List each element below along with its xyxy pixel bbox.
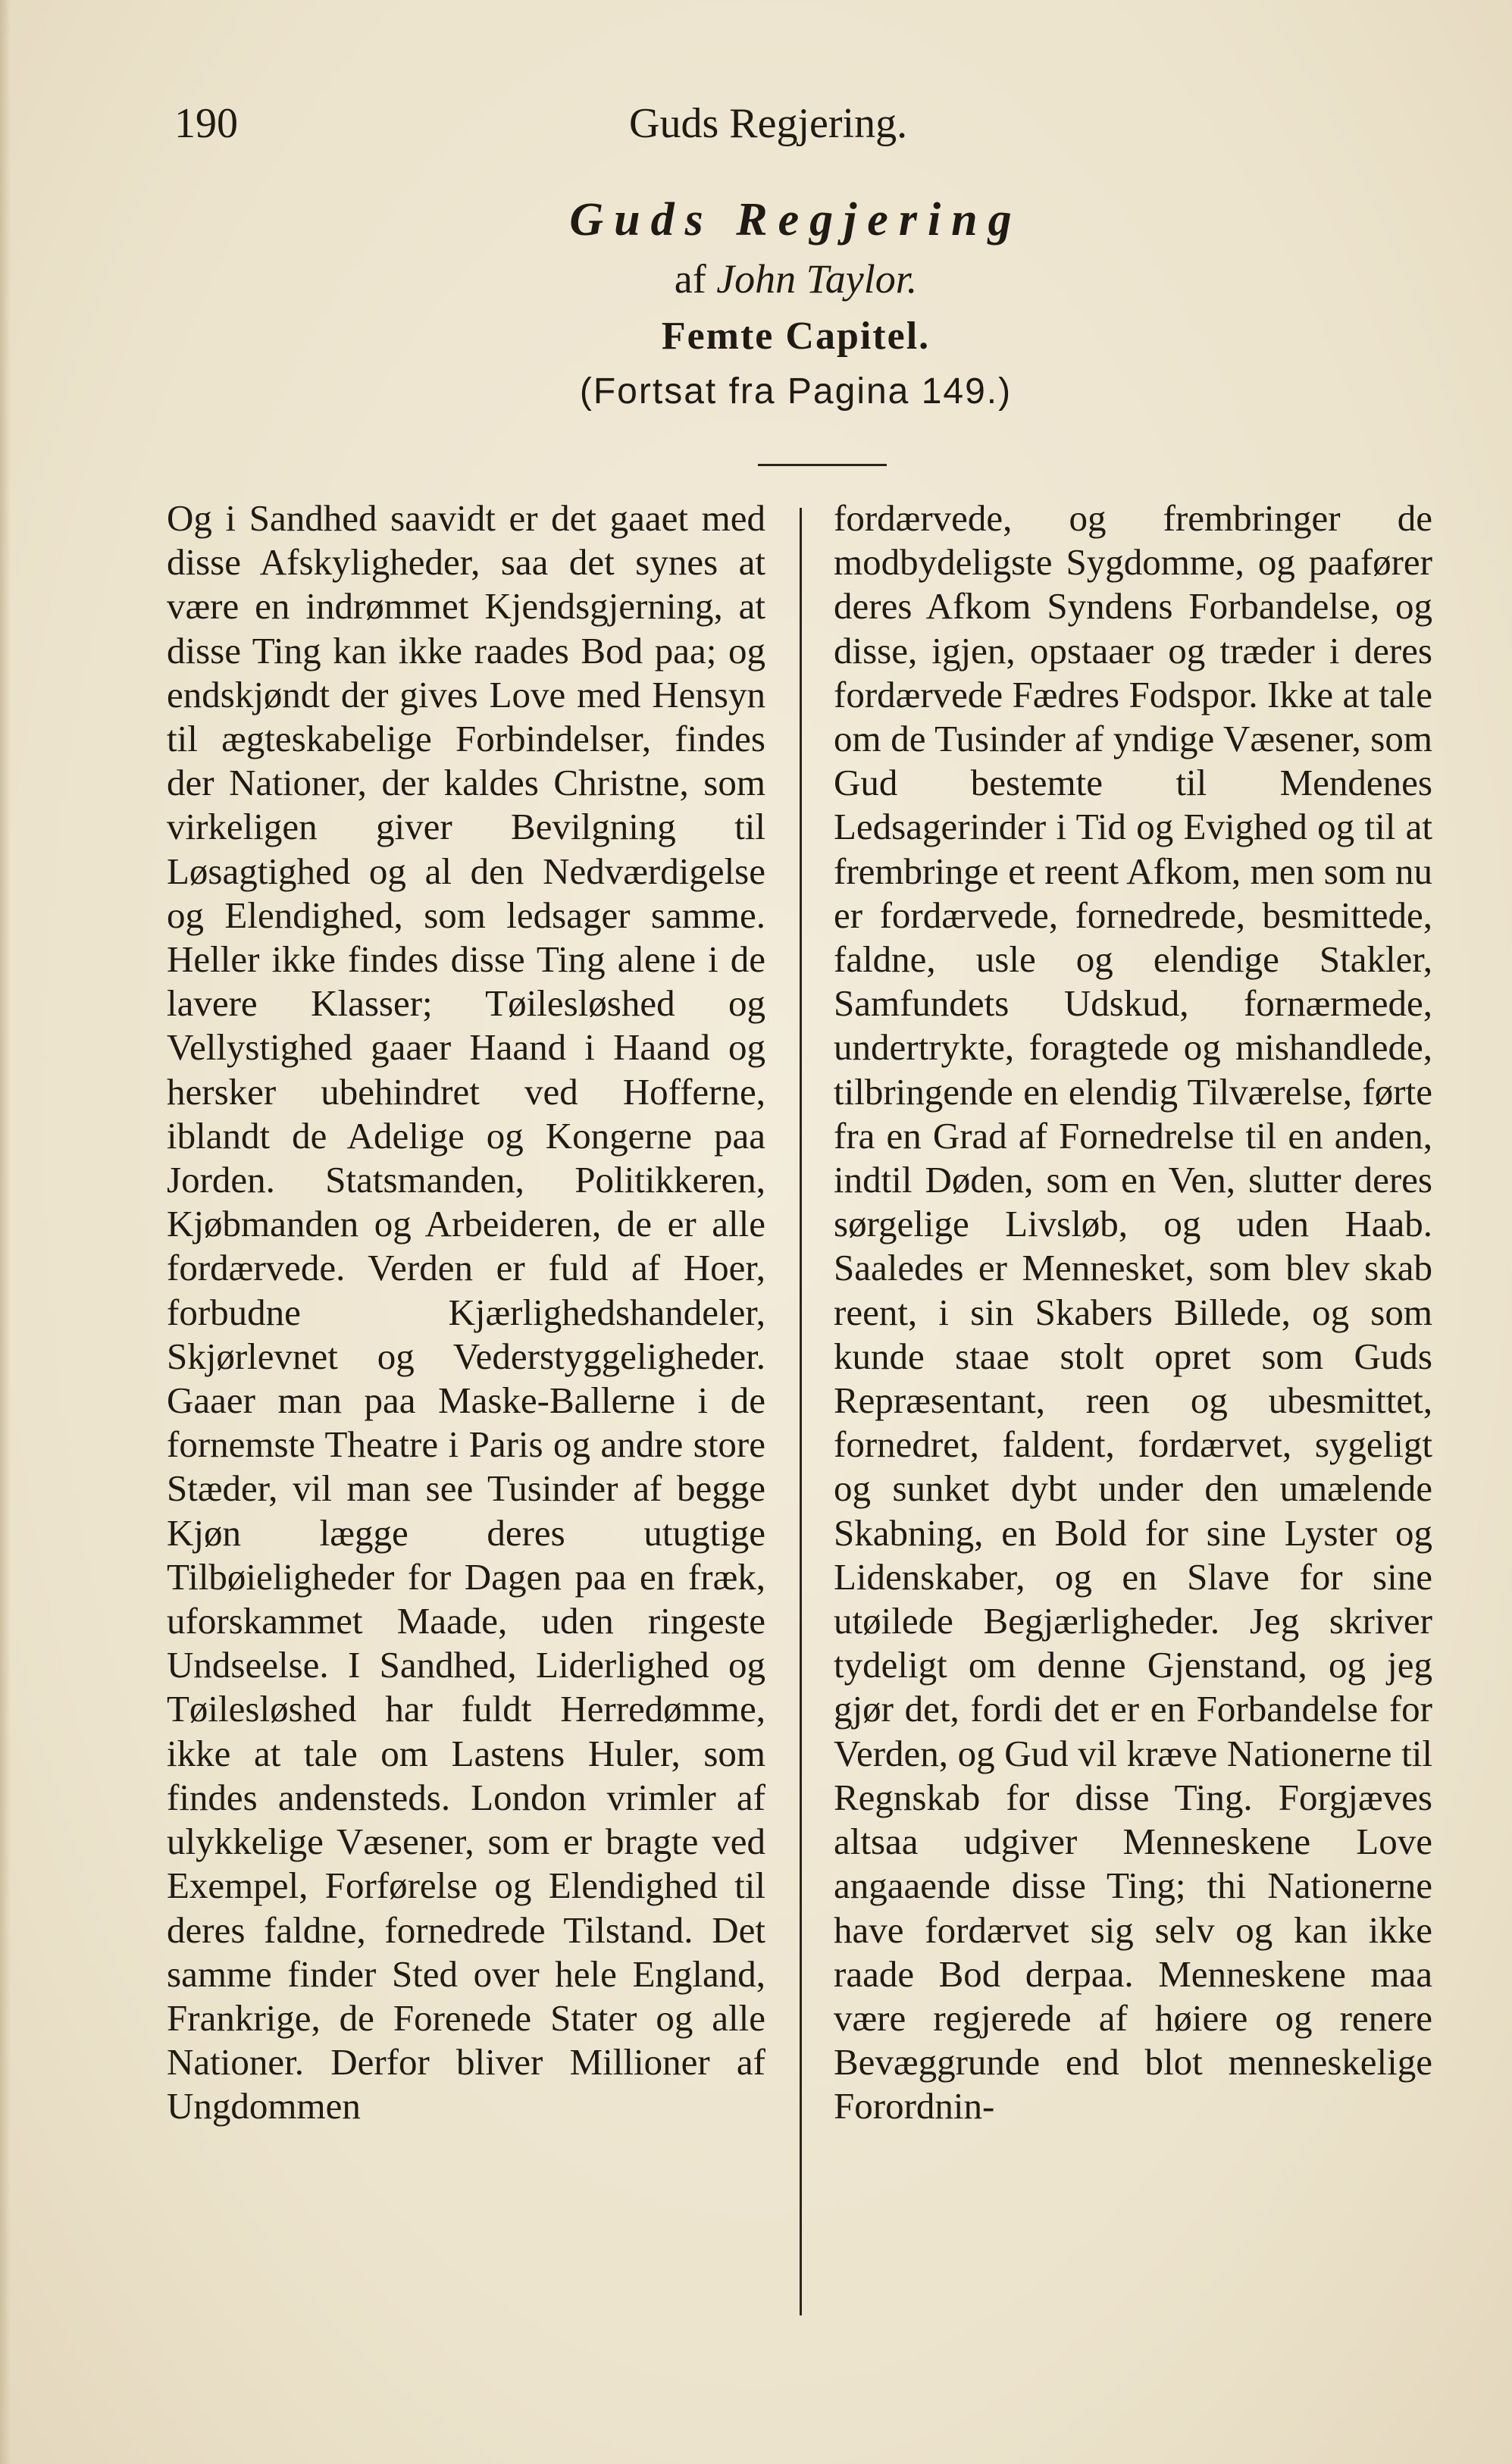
- author-name: John Taylor.: [716, 256, 918, 302]
- chapter-title: Femte Capitel.: [661, 315, 931, 358]
- author-prefix: af: [674, 256, 706, 302]
- running-head: [174, 97, 970, 150]
- continuation-note: (Fortsat fra Pagina 149.): [579, 371, 1013, 412]
- header-rule: [758, 464, 887, 466]
- article-header: [485, 189, 1107, 418]
- running-title: Guds Regjering.: [629, 100, 908, 147]
- column-left-text: Og i Sandhed saavidt er det gaaet med disse Afskyligheder, saa det synes at være en indrømmet Kjendsgjerning, at disse Ting kan ikke raades Bod paa; og endskjøndt der gives Love med Hensyn til ægteskabelige Forbindelser, findes der Nationer, der kaldes Christne, som virkeligen giver Bevilgning til Løsagtighed og al den Nedværdigelse og Elendighed, som ledsager samme. Heller ikke findes disse Ting alene i de lavere Klasser; Tøilesløshed og Vellystighed gaaer Haand i Haand og hersker ubehindret ved Hofferne, iblandt de Adelige og Kongerne paa Jorden. Statsmanden, Politikkeren, Kjøbmanden og Arbeideren, de er alle fordærvede. Verden er fuld af Hoer, forbudne Kjærlighedshandeler, Skjørlevnet og Vederstyggeligheder. Gaaer man paa Maske-Ballerne i de fornemste Theatre i Paris og andre store Stæder, vil man see Tusinder af begge Kjøn lægge deres utugtige Tilbøieligheder for Dagen paa en fræk, uforskammet Maade, uden ringeste Undseelse. I Sandhed, Liderlighed og Tøilesløshed har fuldt Herredømme, ikke at tale om Lastens Huler, som findes andensteds. London vrimler af ulykkelige Væsener, som er bragte ved Exempel, Forførelse og Elendighed til deres faldne, fornedrede Tilstand. Det samme finder Sted over hele England, Frankrige, de Forenede Stater og alle Nationer. Derfor bliver Millioner af Ungdommen: [167, 497, 765, 2127]
- page-edge-shadow: [0, 0, 11, 2464]
- article-author: [485, 250, 1107, 308]
- article-title: Guds Regjering: [569, 194, 1022, 246]
- text-column-left: [167, 496, 765, 2129]
- column-divider: [800, 508, 802, 2315]
- text-column-right: [834, 496, 1432, 2129]
- column-right-text: fordærvede, og frembringer de modbydeligste Sygdomme, og paafører deres Afkom Syndens Forbandelse, og disse, igjen, opstaaer og træder i deres fordærvede Fædres Fodspor. Ikke at tale om de Tusinder af yndige Væsener, som Gud bestemte til Mendenes Ledsagerinder i Tid og Evighed og til at frembringe et reent Afkom, men som nu er fordærvede, fornedrede, besmittede, faldne, usle og elendige Stakler, Samfundets Udskud, fornærmede, undertrykte, foragtede og mishandlede, tilbringende en elendig Tilværelse, førte fra en Grad af Fornedrelse til en anden, indtil Døden, som en Ven, slutter deres sørgelige Livsløb, og uden Haab. Saaledes er Mennesket, som blev skab reent, i sin Skabers Billede, og som kunde staae stolt opret som Guds Repræsentant, reen og ubesmittet, fornedret, faldent, fordærvet, sygeligt og sunket dybt under den umælende Skabning, en Bold for sine Lyster og Lidenskaber, og en Slave for sine utøilede Begjærligheder. Jeg skriver tydeligt om denne Gjenstand, og jeg gjør det, fordi det er en Forbandelse for Verden, og Gud vil kræve Nationerne til Regnskab for disse Ting. Forgjæves altsaa udgiver Menneskene Love angaaende disse Ting; thi Nationerne have fordærvet sig selv og kan ikke raade Bod derpaa. Menneskene maa være regjerede af høiere og renere Bevæggrunde end blot menneskelige Forordnin-: [834, 497, 1432, 2127]
- page-number: 190: [174, 100, 238, 147]
